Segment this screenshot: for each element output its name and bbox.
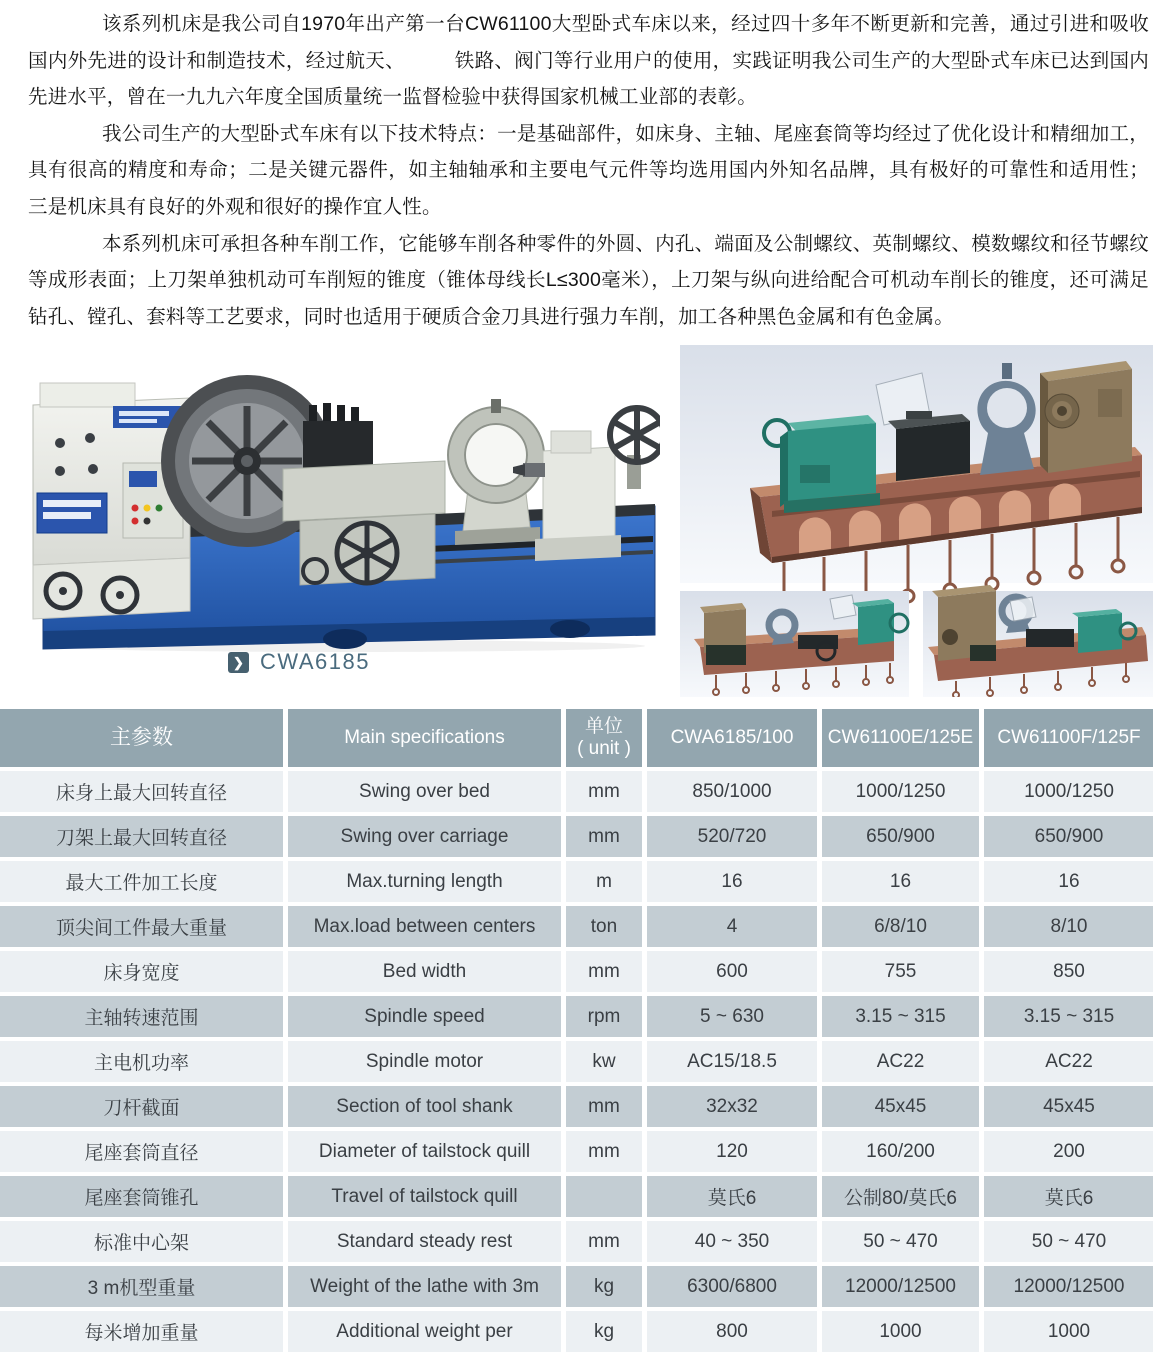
- spec-header-model-cw61100f: CW61100F/125F: [984, 709, 1153, 767]
- spec-cell: 6/8/10: [822, 906, 979, 947]
- spec-cell: 8/10: [984, 906, 1153, 947]
- spec-cell: 莫氏6: [647, 1176, 817, 1217]
- spec-cell: 12000/12500: [984, 1266, 1153, 1307]
- spec-cell: 520/720: [647, 816, 817, 857]
- spec-cell: 32x32: [647, 1086, 817, 1127]
- spec-cell: Spindle speed: [288, 996, 561, 1037]
- spec-cell: Section of tool shank: [288, 1086, 561, 1127]
- spec-cell: Diameter of tailstock quill: [288, 1131, 561, 1172]
- spec-cell: 200: [984, 1131, 1153, 1172]
- spec-cell: Swing over bed: [288, 771, 561, 812]
- spec-cell: 50 ~ 470: [822, 1221, 979, 1262]
- spec-cell: 3.15 ~ 315: [984, 996, 1153, 1037]
- spec-cell: 莫氏6: [984, 1176, 1153, 1217]
- spec-cell: 45x45: [822, 1086, 979, 1127]
- spec-cell: 顶尖间工件最大重量: [0, 906, 283, 947]
- spec-cell: 公制80/莫氏6: [822, 1176, 979, 1217]
- spec-header-param: 主参数: [0, 709, 283, 767]
- spec-cell: kg: [566, 1266, 642, 1307]
- figures-row: [0, 343, 1153, 695]
- spec-cell: 刀架上最大回转直径: [0, 816, 283, 857]
- spec-header-model-cwa6185: CWA6185/100: [647, 709, 817, 767]
- spec-cell: 650/900: [984, 816, 1153, 857]
- spec-cell: 800: [647, 1311, 817, 1352]
- spec-cell: [566, 1176, 642, 1217]
- spec-cell: mm: [566, 1131, 642, 1172]
- spec-cell: 16: [647, 861, 817, 902]
- spec-table: [0, 709, 1153, 1355]
- spec-cell: 标准中心架: [0, 1221, 283, 1262]
- intro-paragraph: 我公司生产的大型卧式车床有以下技术特点：一是基础部件，如床身、主轴、尾座套筒等均经过了优化设计和精细加工，具有很高的精度和寿命；二是关键元器件，如主轴轴承和主要电气元件等均选用国内外知名品牌，具有极好的可靠性和适用性；三是机床具有良好的外观和很好的操作宜人性。: [28, 122, 1149, 218]
- spec-cell: rpm: [566, 996, 642, 1037]
- spec-cell: Max.turning length: [288, 861, 561, 902]
- spec-cell: 600: [647, 951, 817, 992]
- spec-cell: 4: [647, 906, 817, 947]
- spec-cell: Swing over carriage: [288, 816, 561, 857]
- spec-header-main-spec: Main specifications: [288, 709, 561, 767]
- spec-cell: 尾座套筒直径: [0, 1131, 283, 1172]
- spec-cell: 5 ~ 630: [647, 996, 817, 1037]
- spec-cell: 16: [984, 861, 1153, 902]
- spec-header-unit: 单位 ( unit ): [566, 709, 642, 767]
- spec-cell: 6300/6800: [647, 1266, 817, 1307]
- spec-header-model-cw61100e: CW61100E/125E: [822, 709, 979, 767]
- spec-cell: kw: [566, 1041, 642, 1082]
- photo-caption-label: CWA6185: [260, 649, 370, 674]
- intro-paragraph: 该系列机床是我公司自1970年出产第一台CW61100大型卧式车床以来，经过四十多年不断更新和完善，通过引进和吸收国内外先进的设计和制造技术，经过航天、 铁路、阀门等行业用户的使用，实践证明我公司生产的大型卧式车床已达到国内先进水平，曾在一九九六年度全国质量统一监督检验中获得国家机械工业部的表彰。: [28, 13, 1149, 109]
- spec-cell: 床身上最大回转直径: [0, 771, 283, 812]
- spec-cell: 1000/1250: [984, 771, 1153, 812]
- spec-cell: 主电机功率: [0, 1041, 283, 1082]
- lathe-photo-illustration: [15, 343, 660, 653]
- spec-cell: mm: [566, 1221, 642, 1262]
- spec-cell: 1000/1250: [822, 771, 979, 812]
- spec-cell: 刀杆截面: [0, 1086, 283, 1127]
- photo-caption: [228, 649, 370, 675]
- spec-cell: mm: [566, 816, 642, 857]
- cad-renders: [680, 345, 1153, 697]
- spec-cell: 3.15 ~ 315: [822, 996, 979, 1037]
- spec-cell: 755: [822, 951, 979, 992]
- lathe-photo: [15, 343, 660, 674]
- spec-cell: 3 m机型重量: [0, 1266, 283, 1307]
- spec-cell: 12000/12500: [822, 1266, 979, 1307]
- cad-renders-illustration: [680, 345, 1153, 697]
- intro-paragraphs: [0, 6, 1153, 335]
- spec-cell: 16: [822, 861, 979, 902]
- spec-cell: 160/200: [822, 1131, 979, 1172]
- spec-cell: 650/900: [822, 816, 979, 857]
- spec-cell: ton: [566, 906, 642, 947]
- spec-cell: 45x45: [984, 1086, 1153, 1127]
- spec-cell: Standard steady rest: [288, 1221, 561, 1262]
- chevron-right-icon: ❯: [228, 652, 249, 673]
- spec-cell: m: [566, 861, 642, 902]
- spec-cell: AC15/18.5: [647, 1041, 817, 1082]
- spec-cell: mm: [566, 1086, 642, 1127]
- spec-cell: Additional weight per: [288, 1311, 561, 1352]
- spec-cell: mm: [566, 771, 642, 812]
- spec-cell: 850: [984, 951, 1153, 992]
- spec-cell: Travel of tailstock quill: [288, 1176, 561, 1217]
- spec-cell: AC22: [822, 1041, 979, 1082]
- spec-cell: Bed width: [288, 951, 561, 992]
- spec-cell: 50 ~ 470: [984, 1221, 1153, 1262]
- spec-cell: 1000: [822, 1311, 979, 1352]
- spec-cell: 床身宽度: [0, 951, 283, 992]
- spec-cell: 每米增加重量: [0, 1311, 283, 1352]
- spec-cell: 850/1000: [647, 771, 817, 812]
- spec-cell: 最大工件加工长度: [0, 861, 283, 902]
- spec-cell: kg: [566, 1311, 642, 1352]
- spec-cell: 主轴转速范围: [0, 996, 283, 1037]
- intro-paragraph: 本系列机床可承担各种车削工作，它能够车削各种零件的外圆、内孔、端面及公制螺纹、英制螺纹、模数螺纹和径节螺纹等成形表面；上刀架单独机动可车削短的锥度（锥体母线长L≤300毫米），上刀架与纵向进给配合可机动车削长的锥度，还可满足钻孔、镗孔、套料等工艺要求，同时也适用于硬质合金刀具进行强力车削，加工各种黑色金属和有色金属。: [28, 232, 1149, 328]
- spec-cell: 尾座套筒锥孔: [0, 1176, 283, 1217]
- spec-cell: Weight of the lathe with 3m: [288, 1266, 561, 1307]
- spec-cell: 40 ~ 350: [647, 1221, 817, 1262]
- spec-cell: AC22: [984, 1041, 1153, 1082]
- spec-cell: 120: [647, 1131, 817, 1172]
- spec-cell: Max.load between centers: [288, 906, 561, 947]
- spec-cell: mm: [566, 951, 642, 992]
- spec-cell: 1000: [984, 1311, 1153, 1352]
- spec-cell: Spindle motor: [288, 1041, 561, 1082]
